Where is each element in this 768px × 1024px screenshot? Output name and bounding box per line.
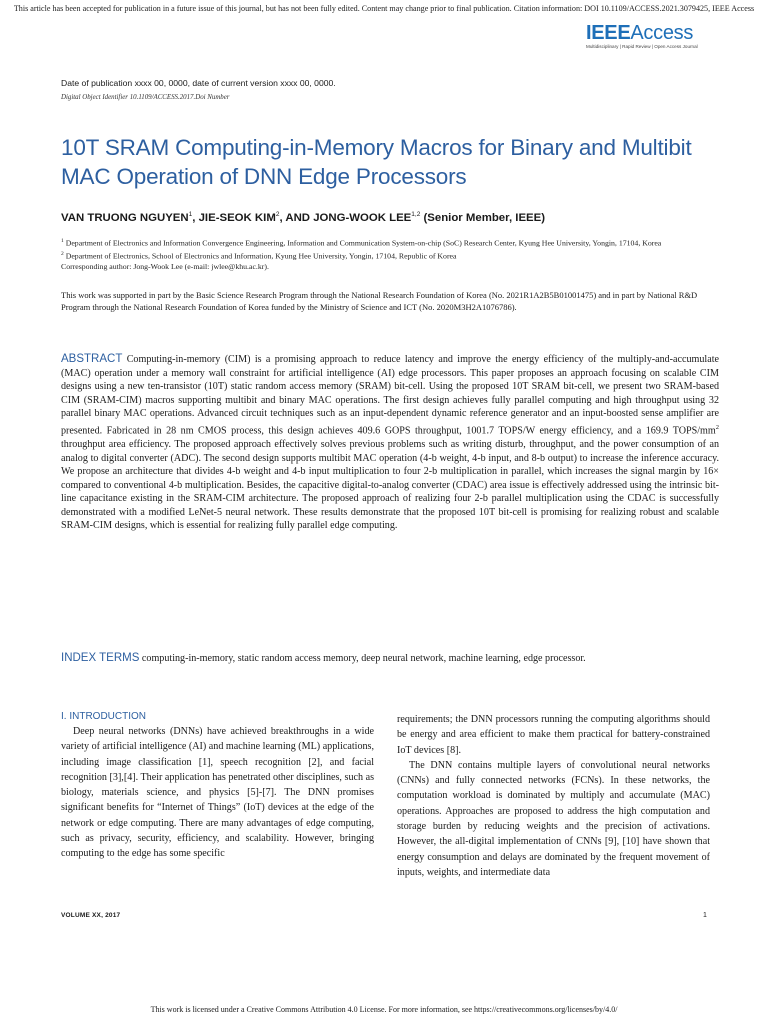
affiliations xyxy=(61,236,721,272)
author-affil-mark: 1 xyxy=(188,211,193,218)
abstract xyxy=(61,353,719,533)
affiliation-mark: 2 xyxy=(61,250,64,257)
logo-ieee-text: IEEE xyxy=(586,22,631,44)
author-list xyxy=(61,209,591,224)
section-heading: I. INTRODUCTION xyxy=(61,711,146,722)
author-separator: , xyxy=(192,211,199,224)
affiliation-text: Department of Electronics and Information Convergence Engineering, Information and Communication System-on-chip (SoC) Research Center, Kyung Hee University, Yongin, 17104, Korea xyxy=(63,238,662,248)
index-terms-label: INDEX TERMS xyxy=(61,652,140,664)
logo-tagline: Multidisciplinary | Rapid Review | Open Access Journal xyxy=(586,44,698,49)
body-paragraph: Deep neural networks (DNNs) have achieved breakthroughs in a wide variety of artificial intelligence (AI) and machine learning (ML) applications, including image classification [1], speech recognition [2], and facial recognition [3],[4]. Their application has penetrated other disciplines, such as biology, materials science, and physics [5]-[7]. The DNN promises significant benefits for “Internet of Things” (IoT) devices at the edge of the network or edge computing. There are many advantages of edge computing, such as privacy, security, efficiency, and scalability. However, bringing computing to the edge has some specific xyxy=(61,726,374,860)
body-column-right xyxy=(397,712,710,880)
paper-title: 10T SRAM Computing-in-Memory Macros for Binary and Multibit MAC Operation of DNN Edge Processors xyxy=(61,135,692,189)
author-affil-mark: 1,2 xyxy=(411,211,421,218)
abstract-superscript: 2 xyxy=(715,423,719,431)
index-terms xyxy=(61,652,719,666)
volume-footer: VOLUME XX, 2017 xyxy=(61,912,121,919)
ieee-access-logo[interactable] xyxy=(586,22,712,49)
page-number: 1 xyxy=(703,912,707,919)
abstract-label: ABSTRACT xyxy=(61,353,123,365)
abstract-text: throughput area efficiency. The proposed approach effectively solves previous problems such as writing disturb, throughput, and the power consumption of an analog to digital converter (ADC). The second design supports multibit MAC operation (4-b weight, 4-b input, and 8-b output) to increase the inference accuracy. We propose an architecture that divides 4-b weight and 4-b input multiplication to four 2-b multiplication in parallel, which increases the signal margin by 16× compared to conventional 4-b multiplication. Besides, the capacitive digital-to-analog converter (CDAC) area issue is effectively addressed using the intrinsic bit-line capacitance existing in the SRAM-CIM architecture. The proposed approach of realizing four 2-b parallel multiplication using the CDAC is successfully demonstrated with a modified LeNet-5 neural network. These results demonstrate that the proposed 10T bit-cell is promising for realizing robust and scalable SRAM-CIM designs, which is essential for realizing fully parallel edge computing. xyxy=(61,438,719,532)
logo-access-text: Access xyxy=(630,22,694,44)
body-paragraph: The DNN contains multiple layers of convolutional neural networks (CNNs) and fully connected networks (FCNs). In these networks, the computation workload is dominated by multiply and accumulate (MAC) operations. Approaches are proposed to address the high computation and storage burden by reducing weights and the precision of activations. However, the all-digital implementation of CNNs [9], [10] have shown that energy consumption and delays are dominated by the frequent movement of inputs, weights, and intermediate data xyxy=(397,759,710,878)
index-terms-text: computing-in-memory, static random access memory, deep neural network, machine learning, edge processor. xyxy=(139,653,586,664)
publication-dates: Date of publication xxxx 00, 0000, date of current version xxxx 00, 0000. xyxy=(61,78,336,88)
author-name: JIE-SEOK KIM xyxy=(198,211,276,224)
author-affil-mark: 2 xyxy=(275,211,280,218)
body-column-left xyxy=(61,724,374,862)
license-notice: This work is licensed under a Creative Commons Attribution 4.0 License. For more information, see https://creativecommons.org/licenses/by/4.0/ xyxy=(150,1005,618,1014)
affiliation-2 xyxy=(61,249,721,262)
author-separator: , AND xyxy=(279,211,314,224)
corresponding-author: Corresponding author: Jong-Wook Lee (e-mail: jwlee@khu.ac.kr). xyxy=(61,261,269,271)
doi-line: Digital Object Identifier 10.1109/ACCESS.2017.Doi Number xyxy=(61,94,230,101)
affiliation-1 xyxy=(61,236,721,249)
body-paragraph: requirements; the DNN processors running the computing algorithms should be energy and area efficient to make them practical for battery-constrained IoT devices [8]. xyxy=(397,714,710,756)
publication-notice: This article has been accepted for publication in a future issue of this journal, but has not been fully edited. Content may change prior to final publication. Citation information: DOI 10.1109/ACCESS.2021.3079425, IEEE Access xyxy=(13,4,755,13)
affiliation-mark: 1 xyxy=(61,238,64,244)
author-name: JONG-WOOK LEE xyxy=(313,211,412,224)
affiliation-text: Department of Electronics, School of Electronics and Information, Kyung Hee University, Yongin, 17104, Republic of Korea xyxy=(63,251,457,261)
funding-statement: This work was supported in part by the Basic Science Research Program through the National Research Foundation of Korea (No. 2021R1A2B5B01001475) and in part by National R&D Program through the National Research Foundation of Korea funded by the Ministry of Science and ICT (No. 2020M3H2A1076786). xyxy=(61,290,698,312)
author-membership: (Senior Member, IEEE) xyxy=(420,211,546,224)
author-name: VAN TRUONG NGUYEN xyxy=(61,211,189,224)
abstract-text: Computing-in-memory (CIM) is a promising approach to reduce latency and improve the energy efficiency of the multiply-and-accumulate (MAC) operation under a memory wall constraint for artificial intelligence (AI) edge processors. This paper proposes an approach focusing on scalable CIM designs using a new ten-transistor (10T) static random access memory (SRAM) bit-cell. Using the proposed 10T SRAM bit-cell, we present two SRAM-based CIM (SRAM-CIM) macros supporting multibit and binary MAC operations. The first design achieves fully parallel computing and high throughput using 32 parallel binary MAC operations. Advanced circuit techniques such as an input-dependent dynamic reference generator and an input-boosted sense amplifier are presented. Fabricated in 28 nm CMOS process, this design achieves 409.6 GOPS throughput, 1001.7 TOPS/W energy efficiency, and a 169.9 TOPS/mm xyxy=(61,354,719,437)
